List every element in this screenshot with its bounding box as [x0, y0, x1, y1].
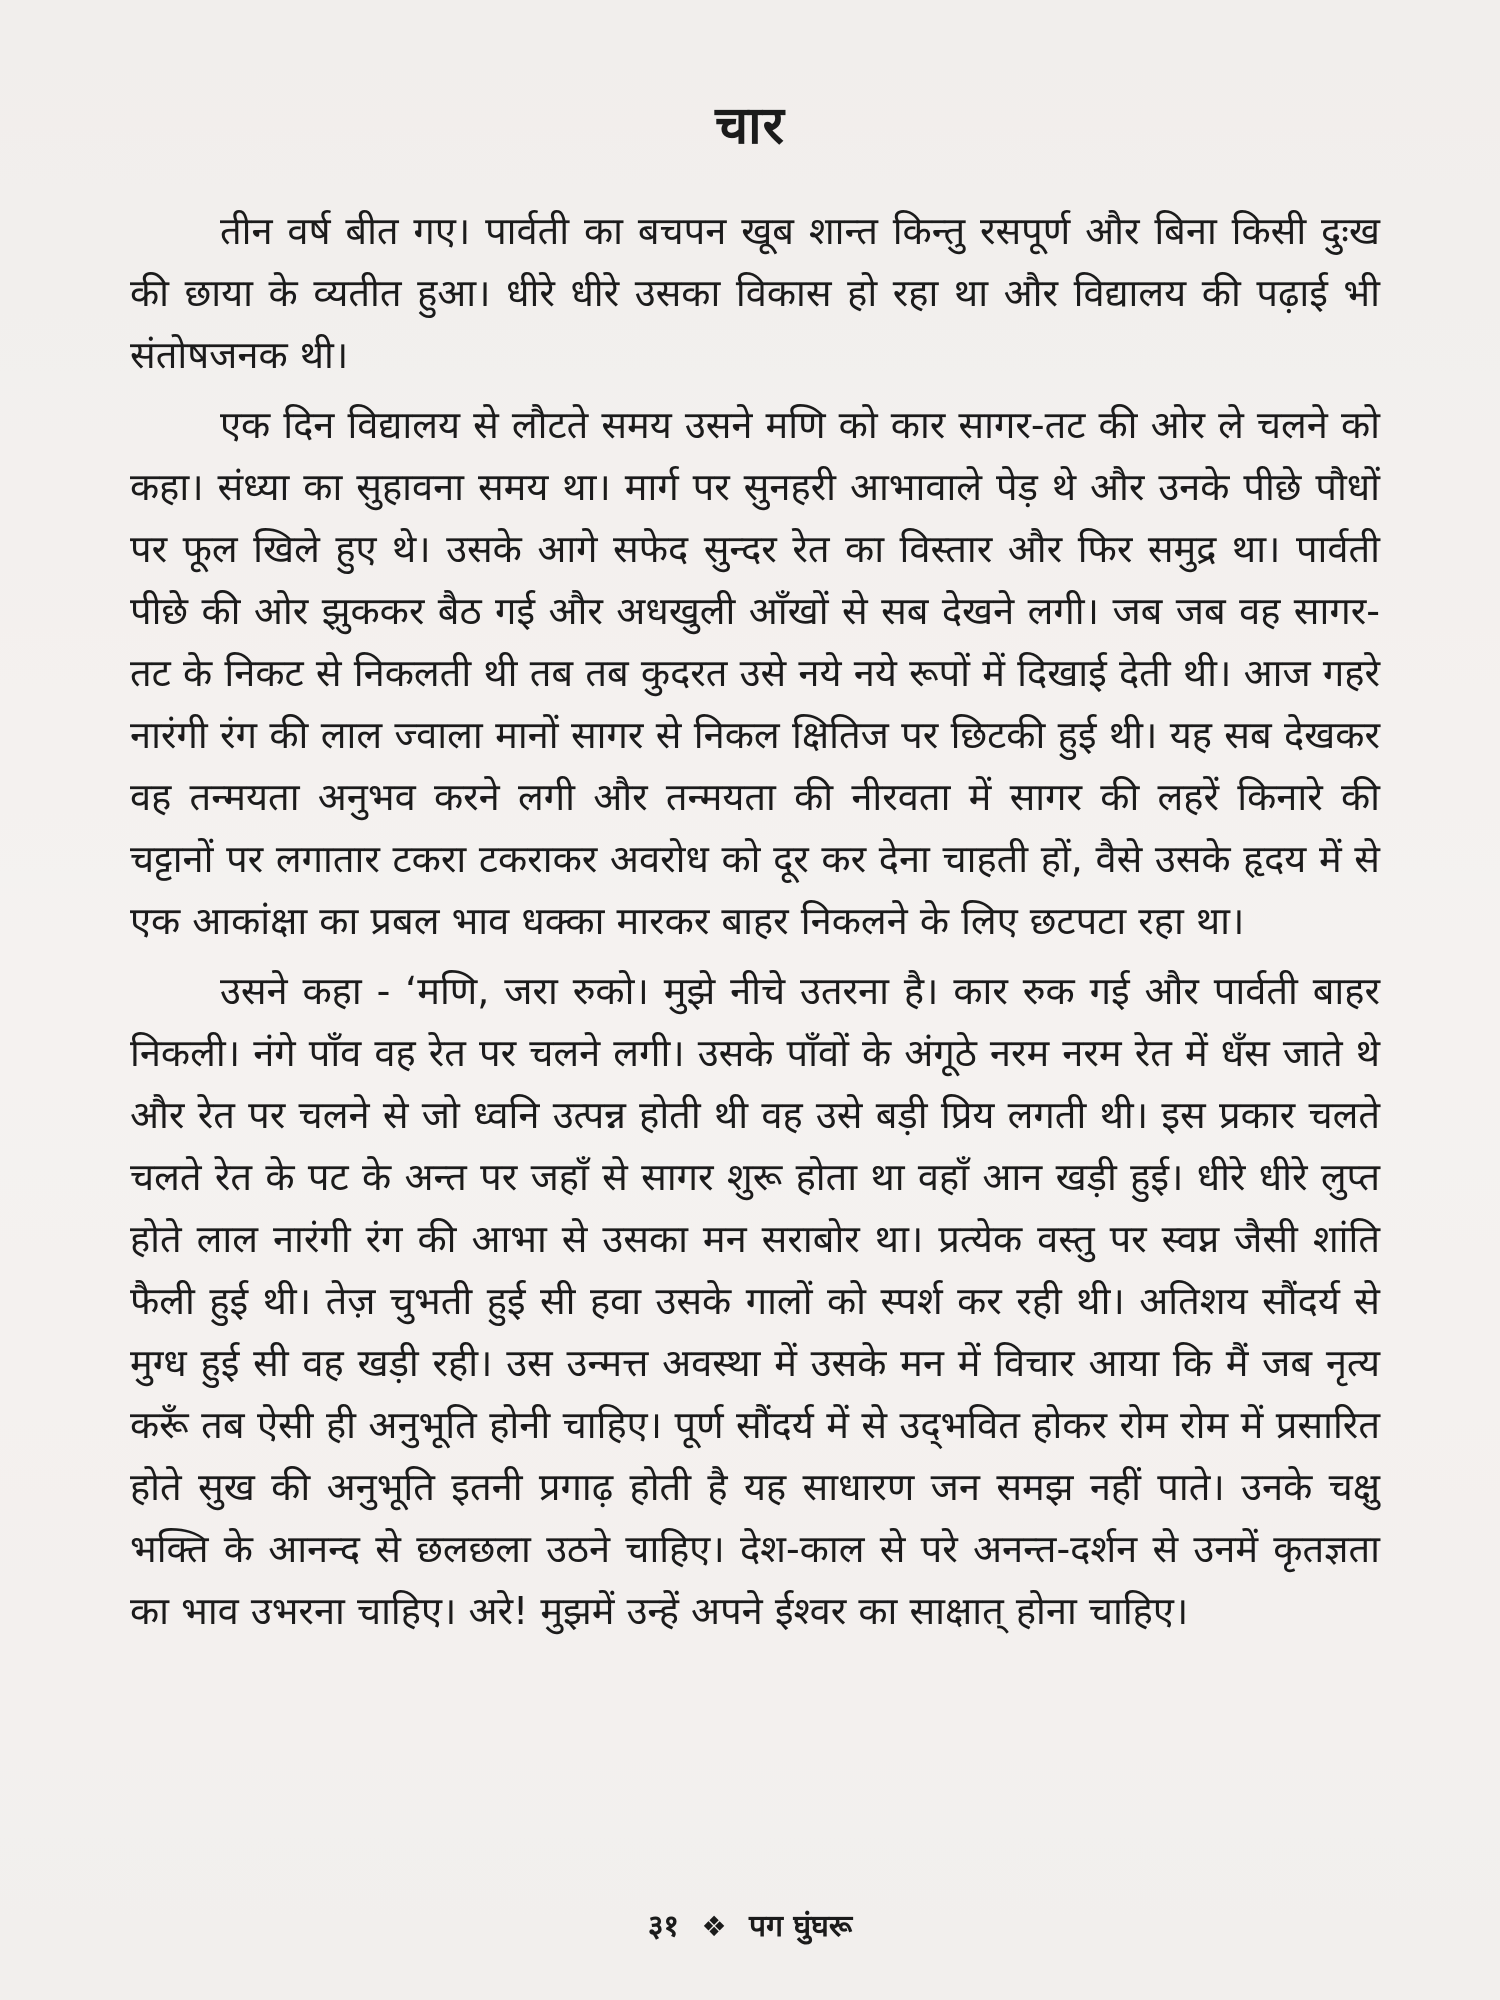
page-footer — [0, 1904, 1500, 1945]
page-number: ३१ — [647, 1909, 680, 1944]
chapter-title: चार — [715, 96, 785, 156]
paragraph: उसने कहा - ‘मणि, जरा रुको। मुझे नीचे उतरना है। कार रुक गई और पार्वती बाहर निकली। नंगे पाँव वह रेत पर चलने लगी। उसके पाँवों के अंगूठे नरम नरम रेत में धँस जाते थे और रेत पर चलने से जो ध्वनि उत्पन्न होती थी वह उसे बड़ी प्रिय लगती थी। इस प्रकार चलते चलते रेत के पट के अन्त पर जहाँ से सागर शुरू होता था वहाँ आन खड़ी हुई। धीरे धीरे लुप्त होते लाल नारंगी रंग की आभा से उसका मन सराबोर था। प्रत्येक वस्तु पर स्वप्न जैसी शांति फैली हुई थी। तेज़ चुभती हुई सी हवा उसके गालों को स्पर्श कर रही थी। अतिशय सौंदर्य से मुग्ध हुई सी वह खड़ी रही। उस उन्मत्त अवस्था में उसके मन में विचार आया कि मैं जब नृत्य करूँ तब ऐसी ही अनुभूति होनी चाहिए। पूर्ण सौंदर्य में से उद्‌भवित होकर रोम रोम में प्रसारित होते सुख की अनुभूति इतनी प्रगाढ़ होती है यह साधारण जन समझ नहीं पाते। उनके चक्षु भक्ति के आनन्द से छलछला उठने चाहिए। देश-काल से परे अनन्त-दर्शन से उनमें कृतज्ञता का भाव उभरना चाहिए। अरे! मुझमें उन्हें अपने ईश्वर का साक्षात् होना चाहिए। — [130, 969, 1380, 1633]
paragraph: एक दिन विद्यालय से लौटते समय उसने मणि को कार सागर-तट की ओर ले चलने को कहा। संध्या का सुहावना समय था। मार्ग पर सुनहरी आभावाले पेड़ थे और उनके पीछे पौधों पर फूल खिले हुए थे। उसके आगे सफेद सुन्दर रेत का विस्तार और फिर समुद्र था। पार्वती पीछे की ओर झुककर बैठ गई और अधखुली आँखों से सब देखने लगी। जब जब वह सागर-तट के निकट से निकलती थी तब तब कुदरत उसे नये नये रूपों में दिखाई देती थी। आज गहरे नारंगी रंग की लाल ज्वाला मानों सागर से निकल क्षितिज पर छिटकी हुई थी। यह सब देखकर वह तन्मयता अनुभव करने लगी और तन्मयता की नीरवता में सागर की लहरें किनारे की चट्टानों पर लगातार टकरा टकराकर अवरोध को दूर कर देना चाहती हों, वैसे उसके हृदय में से एक आकांक्षा का प्रबल भाव धक्का मारकर बाहर निकलने के लिए छटपटा रहा था। — [130, 403, 1380, 943]
paragraph: तीन वर्ष बीत गए। पार्वती का बचपन खूब शान्त किन्तु रसपूर्ण और बिना किसी दुःख की छाया के व्यतीत हुआ। धीरे धीरे उसका विकास हो रहा था और विद्यालय की पढ़ाई भी संतोषजनक थी। — [130, 209, 1380, 377]
body-text — [130, 200, 1380, 1650]
book-title: पग घुंघरू — [749, 1909, 853, 1944]
ornament-icon: ❖ — [701, 1910, 727, 1943]
